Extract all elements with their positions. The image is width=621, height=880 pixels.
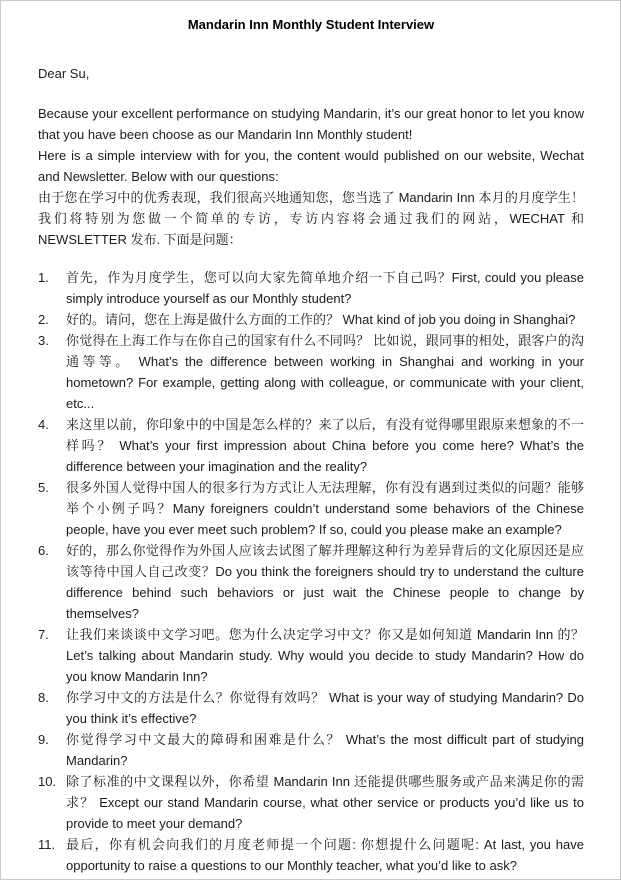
question-item-2 (38, 309, 584, 330)
question-text: 让我们来谈谈中文学习吧。您为什么决定学习中文？你又是如何知道 Mandarin Inn 的？Let’s talking about Mandarin study. Why would you decide to study Mandarin? How do you know Mandarin Inn? (66, 627, 584, 684)
question-item-4 (38, 414, 584, 477)
question-text: 最后，你有机会向我们的月度老师提一个问题: 你想提什么问题呢: At last, you have opportunity to raise a questions to our Monthly teacher, what you’d like to ask? (66, 837, 584, 873)
question-item-11 (38, 834, 584, 876)
intro-paragraph-zh: 由于您在学习中的优秀表现，我们很高兴地通知您，您当选了 Mandarin Inn 本月的月度学生！我们将特别为您做一个简单的专访，专访内容将会通过我们的网站，WECHAT 和 NEWSLETTER 发布. 下面是问题： (38, 190, 584, 247)
question-item-7 (38, 624, 584, 687)
question-text: 好的，那么你觉得作为外国人应该去试图了解并理解这种行为差异背后的文化原因还是应该等待中国人自己改变？Do you think the foreigners should try to understand the culture difference behind such behaviors or just wait the Chinese people to change by themselves? (66, 543, 584, 621)
question-number: 1. (38, 270, 49, 285)
question-item-10 (38, 771, 584, 834)
question-number: 9. (38, 732, 49, 747)
question-number: 3. (38, 333, 49, 348)
question-text: 你学习中文的方法是什么？你觉得有效吗？ What is your way of studying Mandarin? Do you think it’s effective? (66, 690, 584, 726)
question-number: 4. (38, 417, 49, 432)
question-text: 你觉得学习中文最大的障碍和困难是什么？ What’s the most difficult part of studying Mandarin? (66, 732, 584, 768)
question-list (38, 267, 584, 876)
question-item-6 (38, 540, 584, 624)
question-item-1 (38, 267, 584, 309)
question-item-5 (38, 477, 584, 540)
intro-paragraph-en-1: Because your excellent performance on studying Mandarin, it’s our great honor to let you know that you have been choose as our Mandarin Inn Monthly student! (38, 106, 584, 142)
question-text: 你觉得在上海工作与在你自己的国家有什么不同吗？ 比如说，跟同事的相处，跟客户的沟通等等。 What’s the difference between working in Shanghai and working in your hometown? For example, getting along with colleague, or communicate with your client, etc... (66, 333, 584, 411)
question-number: 6. (38, 543, 49, 558)
question-item-9 (38, 729, 584, 771)
question-text: 首先，作为月度学生，您可以向大家先简单地介绍一下自己吗？First, could you please simply introduce yourself as our Monthly student? (66, 270, 584, 306)
question-number: 7. (38, 627, 49, 642)
question-number: 5. (38, 480, 49, 495)
intro-paragraph-en-2: Here is a simple interview with for you, the content would published on our website, Wechat and Newsletter. Below with our questions: (38, 148, 584, 184)
question-number: 11. (38, 837, 56, 852)
question-item-8 (38, 687, 584, 729)
document-title: Mandarin Inn Monthly Student Interview (187, 17, 435, 32)
question-text: 很多外国人觉得中国人的很多行为方式让人无法理解，你有没有遇到过类似的问题？能够举个小例子吗？Many foreigners couldn’t understand some behaviors of the Chinese people, have you ever meet such problem? If so, could you please make an example? (66, 480, 584, 537)
question-number: 10. (38, 774, 57, 789)
question-text: 好的。请问，您在上海是做什么方面的工作的？ What kind of job you doing in Shanghai? (66, 312, 576, 327)
question-text: 来这里以前，你印象中的中国是怎么样的？来了以后，有没有觉得哪里跟原来想象的不一样吗？ What’s your first impression about China before you come here? What’s the difference between your imagination and the reality? (66, 417, 584, 474)
question-item-3 (38, 330, 584, 414)
question-text: 除了标准的中文课程以外，你希望 Mandarin Inn 还能提供哪些服务或产品来满足你的需求？ Except our stand Mandarin course, what other service or products you’d like us to provide to meet your demand? (66, 774, 584, 831)
question-number: 2. (38, 312, 49, 327)
question-number: 8. (38, 690, 49, 705)
salutation: Dear Su, (38, 66, 90, 81)
